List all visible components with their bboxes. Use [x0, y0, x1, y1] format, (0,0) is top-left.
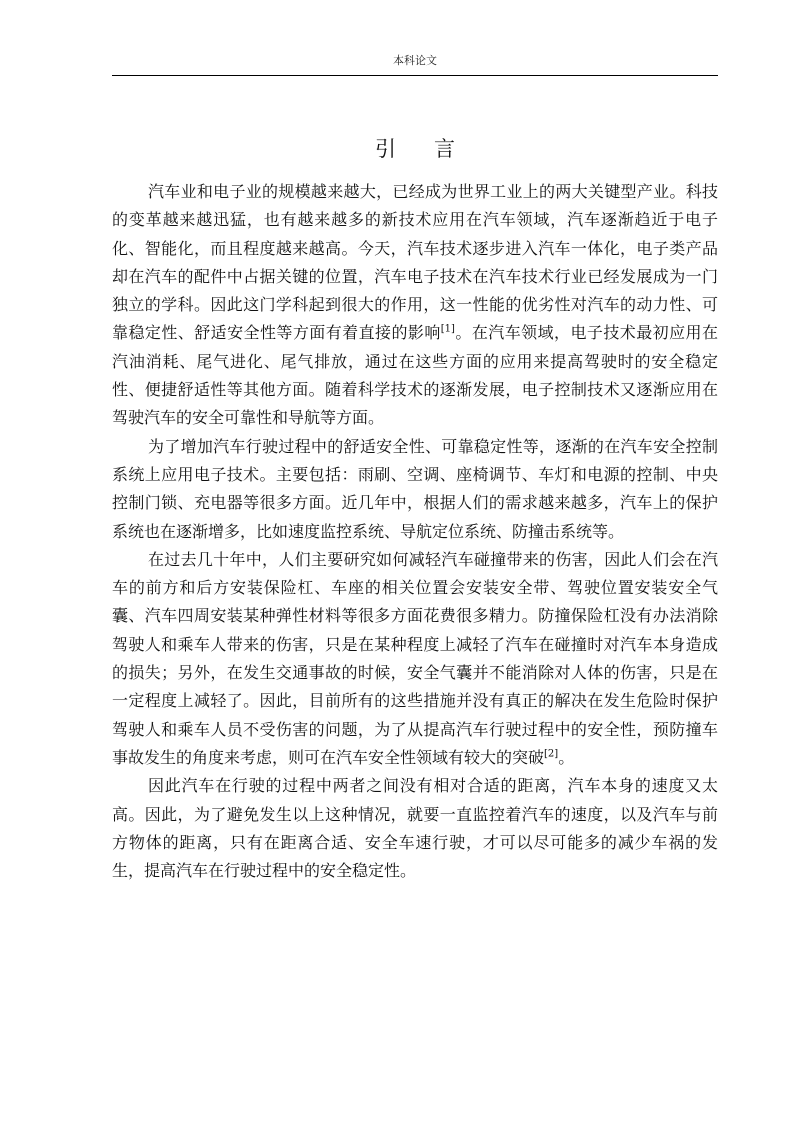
paragraph-3-text-a: 在过去几十年中，人们主要研究如何减轻汽车碰撞带来的伤害，因此人们会在汽车的前方和后方安装保险杠、车座的相关位置会安装安全带、驾驶位置安装安全气囊、汽车四周安装某种弹性材料等很多方面花费很多精力。防撞保险杠没有办法消除驾驶人和乘车人带来的伤害，只是在某种程度上减轻了汽车在碰撞时对汽车本身造成的损失；另外，在发生交通事故的时候，安全气囊并不能消除对人体的伤害，只是在一定程度上减轻了。因此，目前所有的这些措施并没有真正的解决在发生危险时保护驾驶人和乘车人员不受伤害的问题，为了从提高汽车行驶过程中的安全性，预防撞车事故发生的角度来考虑，则可在汽车安全性领域有较大的突破 [112, 549, 718, 767]
paragraph-4: 因此汽车在行驶的过程中两者之间没有相对合适的距离，汽车本身的速度又太高。因此，为了避免发生以上这种情况，就要一直监控着汽车的速度，以及汽车与前方物体的距离，只有在距离合适、安全车速行驶，才可以尽可能多的减少车祸的发生，提高汽车在行驶过程中的安全稳定性。 [112, 776, 718, 881]
paragraph-2: 为了增加汽车行驶过程中的舒适安全性、可靠稳定性等，逐渐的在汽车安全控制系统上应用电子技术。主要包括：雨刷、空调、座椅调节、车灯和电源的控制、中央控制门锁、充电器等很多方面。近几年中，根据人们的需求越来越多，汽车上的保护系统也在逐渐增多，比如速度监控系统、导航定位系统、防撞击系统等。 [112, 436, 718, 541]
chapter-title: 引言 [375, 137, 493, 162]
running-header: 本科论文 [393, 54, 437, 67]
paragraph-1-text-a: 汽车业和电子业的规模越来越大，已经成为世界工业上的两大关键型产业。科技的变革越来越迅猛，也有越来越多的新技术应用在汽车领域，汽车逐渐趋近于电子化、智能化，而且程度越来越高。今天，汽车技术逐步进入汽车一体化，电子类产品却在汽车的配件中占据关键的位置，汽车电子技术在汽车技术行业已经发展成为一门独立的学科。因此这门学科起到很大的作用，这一性能的优劣性对汽车的动力性、可靠稳定性、舒适安全性等方面有着直接的影响 [112, 182, 718, 343]
header-rule [112, 75, 718, 76]
paragraph-1-text-b: 。在汽车领域，电子技术最初应用在汽油消耗、尾气进化、尾气排放，通过在这些方面的应用来提高驾驶时的安全稳定性、便捷舒适性等其他方面。随着科学技术的逐渐发展，电子控制技术又逐渐应用在驾驶汽车的安全可靠性和导航等方面。 [112, 323, 718, 428]
citation-ref-2: [2] [544, 748, 559, 760]
paragraph-3-text-b: 。 [558, 747, 575, 767]
paragraph-3 [112, 546, 718, 772]
citation-ref-1: [1] [440, 324, 455, 336]
paragraph-1 [112, 178, 718, 433]
body-text [112, 178, 718, 885]
